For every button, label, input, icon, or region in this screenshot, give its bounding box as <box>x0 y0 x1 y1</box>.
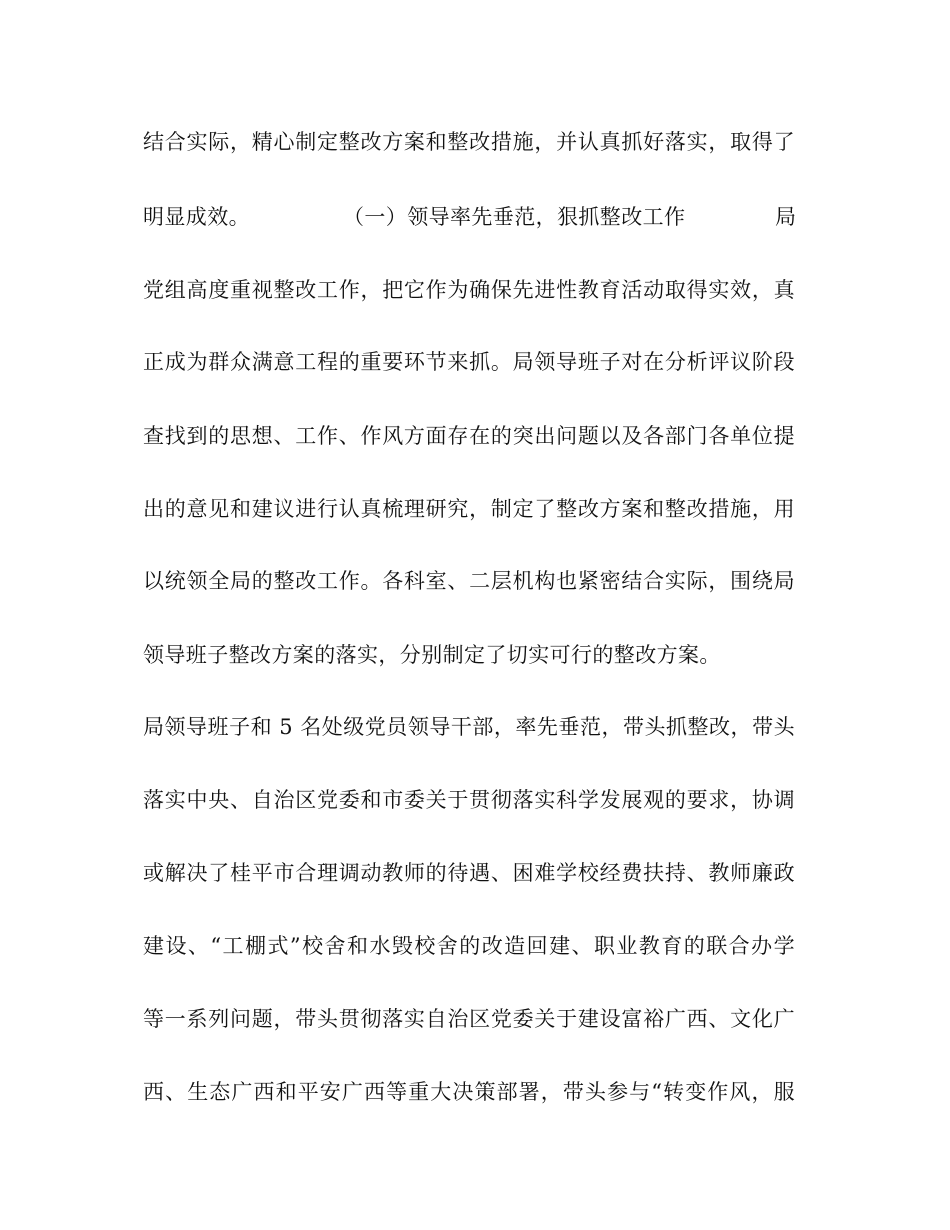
text-line-8: 领导班子整改方案的落实，分别制定了切实可行的整改方案。 <box>143 643 721 667</box>
text-line-2-start: 明显成效。 <box>143 205 250 229</box>
text-line-7: 以统领全局的整改工作。各科室、二层机构也紧密结合实际，围绕局 <box>143 569 795 593</box>
text-line-2-end: 局 <box>775 205 797 229</box>
text-line-1: 结合实际，精心制定整改方案和整改措施，并认真抓好落实，取得了 <box>143 130 795 154</box>
section-heading: （一）领导率先垂范，狠抓整改工作 <box>343 205 686 229</box>
text-line-2 <box>143 199 795 235</box>
text-line-9: 局领导班子和 5 名处级党员领导干部，率先垂范，带头抓整改，带头 <box>143 715 795 739</box>
text-line-4: 正成为群众满意工程的重要环节来抓。局领导班子对在分析评议阶段 <box>143 350 795 374</box>
text-line-10: 落实中央、自治区党委和市委关于贯彻落实科学发展观的要求，协调 <box>143 788 795 812</box>
text-line-5: 查找到的思想、工作、作风方面存在的突出问题以及各部门各单位提 <box>143 424 795 448</box>
text-line-6: 出的意见和建议进行认真梳理研究，制定了整改方案和整改措施，用 <box>143 497 795 521</box>
text-line-12: 建设、“工棚式”校舍和水毁校舍的改造回建、职业教育的联合办学 <box>143 934 795 958</box>
text-line-14: 西、生态广西和平安广西等重大决策部署，带头参与“转变作风，服 <box>143 1080 795 1104</box>
text-line-3: 党组高度重视整改工作，把它作为确保先进性教育活动取得实效，真 <box>143 278 795 302</box>
text-line-13: 等一系列问题，带头贯彻落实自治区党委关于建设富裕广西、文化广 <box>143 1007 795 1031</box>
text-line-11: 或解决了桂平市合理调动教师的待遇、困难学校经费扶持、教师廉政 <box>143 861 795 885</box>
